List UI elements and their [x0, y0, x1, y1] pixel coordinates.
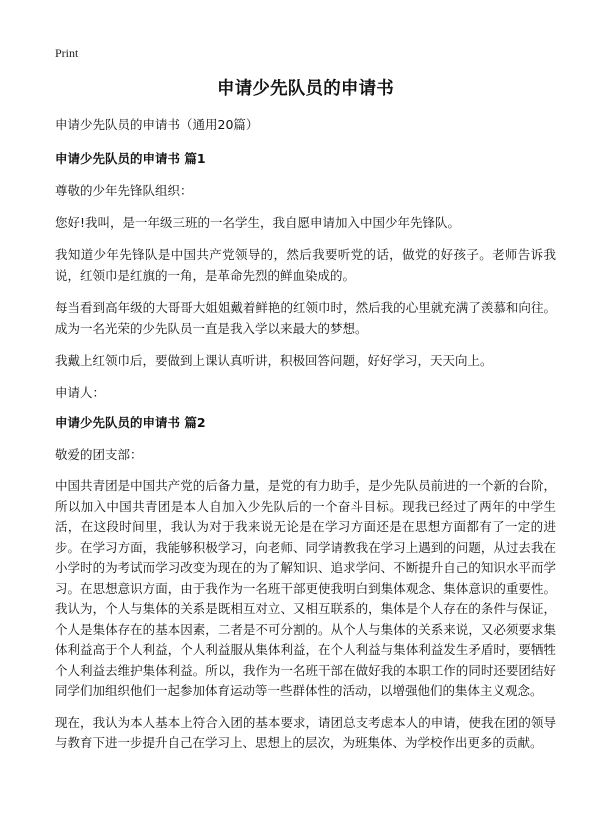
paragraph: 我戴上红领巾后，要做到上课认真听讲，积极回答问题，好好学习，天天向上。 — [55, 353, 493, 368]
print-link[interactable]: Print — [55, 46, 79, 60]
paragraph: 现在，我认为本人基本上符合入团的基本要求，请团总支考虑本人的申请，使我在团的领导与教育下进一步提升自己在学习上、思想上的层次，为班集体、为学校作出更多的贡献。 — [55, 714, 556, 750]
paragraph: 您好!我叫，是一年级三班的一名学生，我自愿申请加入中国少年先锋队。 — [55, 215, 461, 230]
section-heading-1: 申请少先队员的申请书 篇1 — [55, 151, 206, 166]
paragraph: 每当看到高年级的大哥哥大姐姐戴着鲜艳的红领巾时，然后我的心里就充满了羡慕和向往。成为一名光荣的少先队员一直是我入学以来最大的梦想。 — [55, 300, 556, 336]
document-subtitle: 申请少先队员的申请书（通用20篇） — [55, 117, 259, 132]
salutation-2: 敬爱的团支部： — [55, 447, 143, 462]
salutation-1: 尊敬的少年先锋队组织： — [55, 183, 193, 198]
signature-line: 申请人： — [55, 385, 106, 400]
section-heading-2: 申请少先队员的申请书 篇2 — [55, 415, 206, 430]
document-title: 申请少先队员的申请书 — [217, 79, 394, 99]
paragraph: 我知道少年先锋队是中国共产党领导的，然后我要听党的话，做党的好孩子。老师告诉我说，红领巾是红旗的一角，是革命先烈的鲜血染成的。 — [55, 247, 556, 283]
paragraph: 中国共青团是中国共产党的后备力量，是党的有力助手，是少先队员前进的一个新的台阶，所以加入中国共青团是本人自加入少先队后的一个奋斗目标。现我已经过了两年的中学生活，在这段时间里，我认为对于我来说无论是在学习方面还是在思想方面都有了一定的进步。在学习方面，我能够积极学习，向老师、同学请教我在学习上遇到的问题，从过去我在小学时的为考试而学习改变为现在的为了解知识、追求学问、不断提升自己的知识水平而学习。在思想意识方面，由于我作为一名班干部更使我明白到集体观念、集体意识的重要性。我认为，个人与集体的关系是既相互对立、又相互联系的，集体是个人存在的条件与保证，个人是集体存在的基本因素，二者是不可分割的。从个人与集体的关系来说，又必须要求集体利益高于个人利益，个人利益服从集体利益，在个人利益与集体利益发生矛盾时，要牺牲个人利益去维护集体利益。所以，我作为一名班干部在做好我的本职工作的同时还要团结好同学们加组织他们一起参加体育运动等一些群体性的活动，以增强他们的集体主义观念。 — [55, 478, 556, 698]
